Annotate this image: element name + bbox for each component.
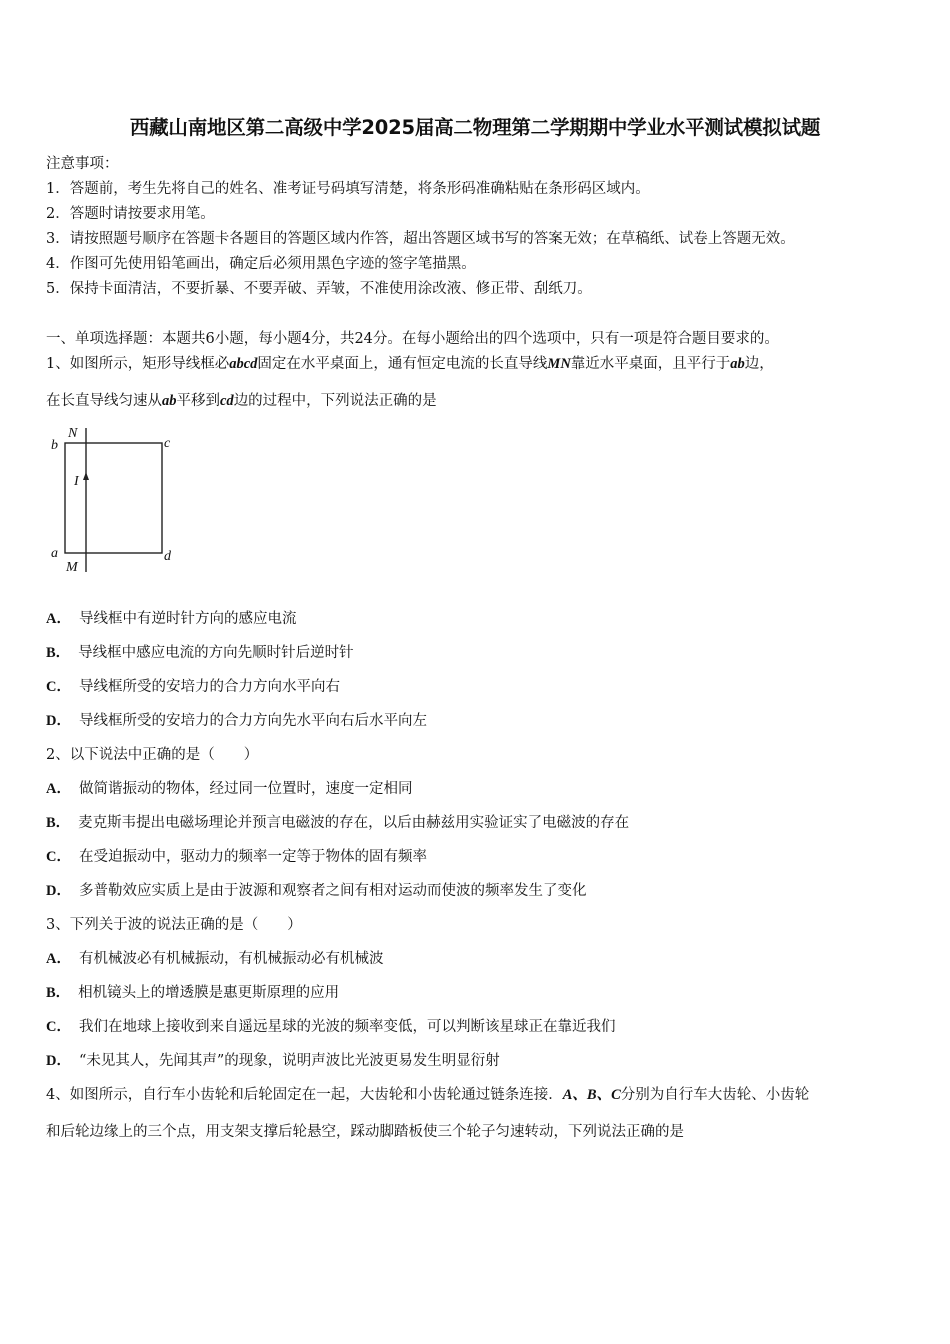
option-a: A． 有机械波必有机械振动，有机械振动必有机械波 [46, 951, 384, 967]
option-b: B． 相机镜头上的增透膜是惠更斯原理的应用 [46, 985, 340, 1001]
option-c: C． 我们在地球上接收到来自遥远星球的光波的频率变低，可以判断该星球正在靠近我们 [46, 1019, 616, 1035]
rectangular-frame [65, 443, 162, 553]
option-c: C． 导线框所受的安培力的合力方向水平向右 [46, 679, 340, 695]
label-a: a [51, 546, 58, 561]
notice-heading: 注意事项： [46, 156, 119, 172]
option-b: B． 导线框中感应电流的方向先顺时针后逆时针 [46, 645, 354, 661]
wire-frame-diagram [46, 422, 186, 582]
option-a: A． 做简谐振动的物体，经过同一位置时，速度一定相同 [46, 781, 413, 797]
label-n: N [68, 426, 78, 441]
question-1-figure [46, 422, 186, 582]
question-1-stem-line2: 在长直导线匀速从ab平移到cd边的过程中，下列说法正确的是 [46, 393, 437, 409]
question-3-stem: 3、下列关于波的说法正确的是（ ） [46, 917, 302, 933]
notice-item: 3．请按照题号顺序在答题卡各题目的答题区域内作答，超出答题区域书写的答案无效；在草稿纸、试卷上答题无效。 [46, 231, 795, 247]
label-c: c [164, 436, 171, 451]
notice-item: 1．答题前，考生先将自己的姓名、准考证号码填写清楚，将条形码准确粘贴在条形码区域内。 [46, 181, 650, 197]
option-c: C． 在受迫振动中，驱动力的频率一定等于物体的固有频率 [46, 849, 427, 865]
label-b: b [51, 438, 58, 453]
section-heading: 一、单项选择题：本题共6小题，每小题4分，共24分。在每小题给出的四个选项中，只有一项是符合题目要求的。 [46, 331, 779, 347]
question-1-stem-line1: 1、如图所示，矩形导线框必abcd固定在水平桌面上，通有恒定电流的长直导线MN靠近水平桌面，且平行于ab边， [46, 356, 774, 372]
label-i: I [74, 474, 79, 489]
question-4-stem-line2: 和后轮边缘上的三个点，用支架支撑后轮悬空，踩动脚踏板使三个轮子匀速转动，下列说法正确的是 [46, 1124, 684, 1140]
option-d: D． 导线框所受的安培力的合力方向先水平向右后水平向左 [46, 713, 427, 729]
option-d: D． “未见其人，先闻其声”的现象，说明声波比光波更易发生明显衍射 [46, 1053, 500, 1069]
label-d: d [164, 549, 171, 564]
notice-item: 5．保持卡面清洁，不要折暴、不要弄破、弄皱，不准使用涂改液、修正带、刮纸刀。 [46, 281, 592, 297]
option-d: D． 多普勒效应实质上是由于波源和观察者之间有相对运动而使波的频率发生了变化 [46, 883, 587, 899]
current-arrow-icon [83, 472, 89, 480]
question-4-stem-line1: 4、如图所示，自行车小齿轮和后轮固定在一起，大齿轮和小齿轮通过链条连接．A、B、C分别为自行车大齿轮、小齿轮 [46, 1087, 810, 1103]
page-title: 西藏山南地区第二高级中学2025届高二物理第二学期期中学业水平测试模拟试题 [129, 116, 821, 139]
notice-item: 2．答题时请按要求用笔。 [46, 206, 215, 222]
option-b: B． 麦克斯韦提出电磁场理论并预言电磁波的存在，以后由赫兹用实验证实了电磁波的存在 [46, 815, 630, 831]
question-2-stem: 2、以下说法中正确的是（ ） [46, 747, 259, 763]
option-a: A． 导线框中有逆时针方向的感应电流 [46, 611, 297, 627]
notice-item: 4．作图可先使用铅笔画出，确定后必须用黑色字迹的签字笔描黑。 [46, 256, 476, 272]
label-m: M [66, 560, 78, 575]
